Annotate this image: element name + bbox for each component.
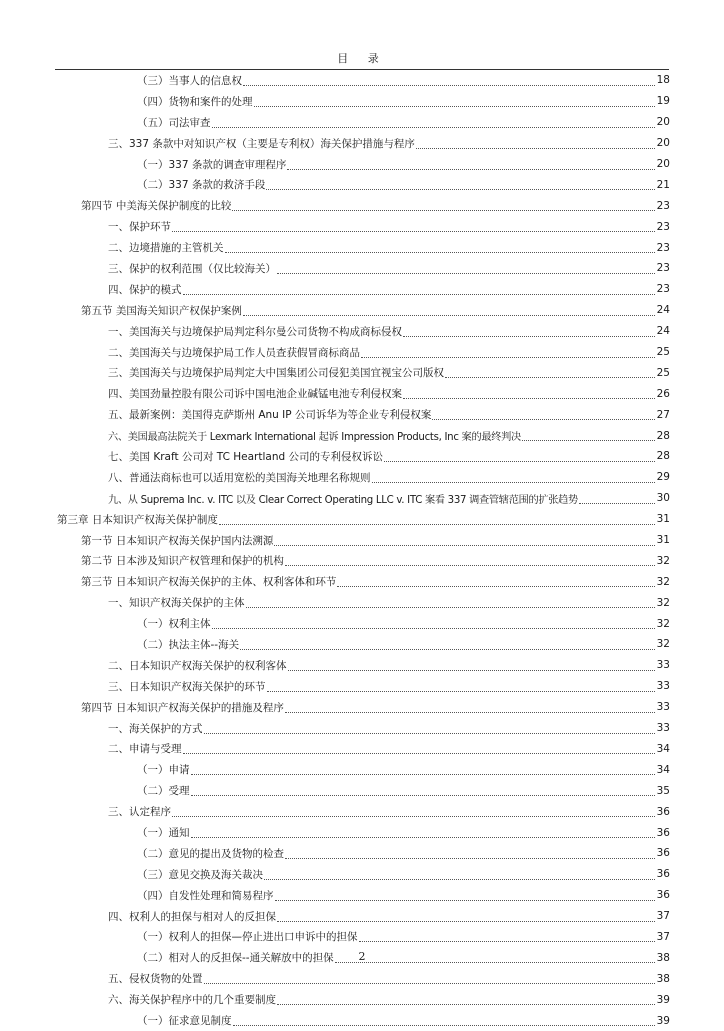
dot-leader (240, 639, 655, 650)
toc-entry[interactable] (0, 425, 670, 446)
toc-entry-page: 38 (656, 972, 670, 985)
dot-leader (264, 869, 655, 880)
toc-entry-title: 一、美国海关与边境保护局判定科尔曼公司货物不构成商标侵权 (108, 325, 402, 338)
toc-entry-title: 第四节 日本知识产权海关保护的措施及程序 (81, 701, 284, 714)
toc-entry[interactable] (0, 154, 670, 175)
toc-entry-page: 20 (656, 116, 670, 129)
toc-entry[interactable] (0, 112, 670, 133)
toc-entry-title: 第二节 日本涉及知识产权管理和保护的机构 (81, 555, 284, 568)
dot-leader (266, 179, 655, 190)
dot-leader (522, 430, 655, 441)
toc-entry-title: （五）司法审查 (137, 116, 211, 129)
toc-entry-title: 四、美国劲量控股有限公司诉中国电池企业碱锰电池专利侵权案 (108, 388, 402, 401)
dot-leader (243, 75, 655, 86)
toc-entry[interactable] (0, 780, 670, 801)
toc-entry-title: 第一节 日本知识产权海关保护国内法溯源 (81, 534, 274, 547)
toc-entry-title: 四、权利人的担保与相对人的反担保 (108, 910, 276, 923)
toc-entry[interactable] (0, 927, 670, 948)
toc-entry-title: 三、认定程序 (108, 806, 171, 819)
toc-entry-title: 二、申请与受理 (108, 743, 182, 756)
toc-entry-page: 36 (656, 847, 670, 860)
toc-entry-title: 一、海关保护的方式 (108, 722, 203, 735)
toc-entry-title: 四、保护的模式 (108, 283, 182, 296)
toc-entry[interactable] (0, 70, 670, 91)
dot-leader (183, 284, 656, 295)
toc-entry[interactable] (0, 383, 670, 404)
toc-entry-page: 32 (656, 638, 670, 651)
dot-leader (267, 681, 656, 692)
dot-leader (204, 723, 656, 734)
table-of-contents (0, 70, 724, 1031)
toc-entry-page: 33 (656, 659, 670, 672)
dot-leader (285, 848, 655, 859)
toc-entry[interactable] (0, 300, 670, 321)
toc-entry-title: 第三章 日本知识产权海关保护制度 (57, 513, 218, 526)
toc-entry-page: 23 (656, 220, 670, 233)
toc-entry[interactable] (0, 509, 670, 530)
dot-leader (579, 493, 655, 504)
dot-leader (212, 117, 656, 128)
dot-leader (288, 660, 656, 671)
toc-entry[interactable] (0, 906, 670, 927)
dot-leader (361, 347, 655, 358)
toc-entry[interactable] (0, 216, 670, 237)
toc-entry-page: 32 (656, 575, 670, 588)
toc-entry-title: 六、海关保护程序中的几个重要制度 (108, 994, 276, 1007)
dot-leader (225, 242, 656, 253)
toc-entry-page: 23 (656, 199, 670, 212)
toc-entry-page: 27 (656, 408, 670, 421)
dot-leader (233, 1015, 656, 1026)
toc-entry-page: 24 (656, 304, 670, 317)
toc-entry[interactable] (0, 91, 670, 112)
toc-entry-page: 31 (656, 534, 670, 547)
dot-leader (232, 200, 655, 211)
toc-entry[interactable] (0, 697, 670, 718)
toc-entry-title: 九、从 Suprema Inc. v. ITC 以及 Clear Correct Operating LLC v. ITC 案看 337 调查管辖范围的扩张趋势 (108, 494, 578, 506)
dot-leader (277, 911, 655, 922)
toc-entry-page: 25 (656, 366, 670, 379)
toc-entry-page: 28 (656, 429, 670, 442)
toc-entry-page: 37 (656, 910, 670, 923)
toc-entry-title: （一）权利主体 (137, 618, 211, 631)
dot-leader (384, 451, 655, 462)
toc-entry-page: 24 (656, 325, 670, 338)
toc-entry-page: 33 (656, 680, 670, 693)
dot-leader (254, 96, 656, 107)
toc-entry[interactable] (0, 718, 670, 739)
toc-entry-title: （三）当事人的信息权 (137, 74, 242, 87)
toc-entry[interactable] (0, 488, 670, 509)
dot-leader (403, 388, 655, 399)
toc-entry-page: 36 (656, 868, 670, 881)
toc-entry-title: （一）337 条款的调查审理程序 (137, 158, 287, 171)
dot-leader (172, 221, 655, 232)
dot-leader (372, 472, 656, 483)
toc-entry-page: 36 (656, 805, 670, 818)
page-number: 2 (358, 950, 366, 963)
toc-entry-title: 三、保护的权利范围（仅比较海关） (108, 262, 276, 275)
toc-entry-page: 21 (656, 178, 670, 191)
toc-entry-title: 第四节 中美海关保护制度的比较 (81, 200, 232, 213)
toc-entry-title: （一）通知 (137, 827, 190, 839)
toc-entry-title: 一、知识产权海关保护的主体 (108, 597, 245, 610)
toc-entry-page: 39 (656, 993, 670, 1006)
toc-entry-page: 18 (656, 74, 670, 87)
toc-entry-page: 25 (656, 346, 670, 359)
toc-entry-title: 第三节 日本知识产权海关保护的主体、权利客体和环节 (81, 576, 337, 589)
toc-entry-page: 19 (656, 95, 670, 108)
toc-entry-page: 20 (656, 137, 670, 150)
toc-entry[interactable] (0, 321, 670, 342)
toc-entry-page: 23 (656, 262, 670, 275)
dot-leader (277, 994, 655, 1005)
toc-entry-title: 二、边境措施的主管机关 (108, 242, 224, 255)
toc-entry[interactable] (0, 655, 670, 676)
toc-entry-title: （二）337 条款的救济手段 (137, 179, 266, 192)
toc-entry-title: 三、美国海关与边境保护局判定大中国集团公司侵犯美国宜视宝公司版权 (108, 367, 444, 380)
dot-leader (183, 743, 656, 754)
toc-entry-page: 32 (656, 596, 670, 609)
toc-entry-page: 29 (656, 471, 670, 484)
dot-leader (337, 576, 655, 587)
toc-entry[interactable] (0, 550, 670, 571)
toc-entry-title: 五、侵权货物的处置 (108, 973, 203, 986)
dot-leader (359, 931, 656, 942)
dot-leader (285, 555, 655, 566)
toc-entry-page: 34 (656, 763, 670, 776)
toc-entry[interactable] (0, 279, 670, 300)
dot-leader (445, 367, 655, 378)
dot-leader (219, 514, 655, 525)
toc-entry-page: 32 (656, 617, 670, 630)
dot-leader (432, 409, 655, 420)
toc-entry[interactable] (0, 174, 670, 195)
toc-entry[interactable] (0, 739, 670, 760)
toc-entry-page: 26 (656, 387, 670, 400)
toc-entry-page: 33 (656, 722, 670, 735)
toc-entry-page: 35 (656, 784, 670, 797)
toc-entry[interactable] (0, 404, 670, 425)
toc-entry-page: 20 (656, 158, 670, 170)
toc-entry-title: （一）权利人的担保—停止进出口申诉中的担保 (137, 931, 358, 944)
toc-entry[interactable] (0, 864, 670, 885)
dot-leader (191, 785, 656, 796)
toc-entry[interactable] (0, 843, 670, 864)
toc-entry-title: （二）受理 (137, 785, 190, 798)
toc-entry[interactable] (0, 613, 670, 634)
toc-entry[interactable] (0, 592, 670, 613)
dot-leader (204, 973, 656, 984)
toc-entry-title: （四）自发性处理和简易程序 (137, 889, 274, 902)
dot-leader (274, 535, 655, 546)
toc-entry[interactable] (0, 530, 670, 551)
toc-entry-page: 34 (656, 742, 670, 755)
toc-entry-page: 38 (656, 951, 670, 964)
toc-entry-title: 七、美国 Kraft 公司对 TC Heartland 公司的专利侵权诉讼 (108, 450, 383, 463)
toc-entry[interactable] (0, 1010, 670, 1031)
toc-entry-page: 32 (656, 554, 670, 567)
dot-leader (287, 159, 655, 170)
toc-entry-title: 一、保护环节 (108, 221, 171, 234)
toc-entry-title: 五、最新案例：美国得克萨斯州 Anu IP 公司诉华为等企业专利侵权案 (108, 409, 432, 422)
toc-entry-title: （一）申请 (137, 764, 190, 777)
toc-entry[interactable] (0, 342, 670, 363)
toc-entry-title: 二、日本知识产权海关保护的权利客体 (108, 659, 287, 672)
toc-entry-page: 37 (656, 930, 670, 943)
toc-entry-page: 36 (656, 826, 670, 839)
dot-leader (275, 890, 656, 901)
toc-entry[interactable] (0, 822, 670, 843)
toc-entry-title: 六、美国最高法院关于 Lexmark International 起诉 Impression Products, Inc 案的最终判决 (108, 432, 521, 444)
toc-entry[interactable] (0, 968, 670, 989)
toc-entry[interactable] (0, 801, 670, 822)
dot-leader (246, 597, 656, 608)
dot-leader (243, 305, 655, 316)
toc-entry-page: 23 (656, 241, 670, 254)
toc-entry[interactable] (0, 446, 670, 467)
toc-entry-title: （二）意见的提出及货物的检查 (137, 847, 284, 860)
dot-leader (172, 806, 655, 817)
toc-entry[interactable] (0, 571, 670, 592)
dot-leader (285, 702, 655, 713)
toc-entry-page: 33 (656, 701, 670, 714)
toc-entry[interactable] (0, 634, 670, 655)
dot-leader (191, 827, 656, 838)
toc-entry-title: （四）货物和案件的处理 (137, 95, 253, 108)
dot-leader (416, 138, 655, 149)
toc-entry-title: 三、日本知识产权海关保护的环节 (108, 680, 266, 693)
toc-entry-title: （二）执法主体--海关 (137, 638, 240, 651)
toc-entry[interactable] (0, 133, 670, 154)
toc-entry[interactable] (0, 885, 670, 906)
toc-entry-title: 三、337 条款中对知识产权（主要是专利权）海关保护措施与程序 (108, 137, 415, 150)
toc-entry[interactable] (0, 362, 670, 383)
toc-entry-page: 31 (656, 513, 670, 526)
dot-leader (277, 263, 655, 274)
toc-entry[interactable] (0, 195, 670, 216)
toc-entry-title: （二）相对人的反担保--通关解放中的担保 (137, 952, 334, 965)
toc-entry[interactable] (0, 237, 670, 258)
toc-entry-page: 30 (656, 492, 670, 505)
toc-entry-title: （一）征求意见制度 (137, 1015, 232, 1028)
toc-entry[interactable] (0, 258, 670, 279)
toc-entry-title: 二、美国海关与边境保护局工作人员查获假冒商标商品 (108, 346, 360, 359)
page-header-title: 目 录 (337, 52, 387, 65)
toc-entry[interactable] (0, 759, 670, 780)
toc-entry-title: （三）意见交换及海关裁决 (137, 868, 263, 881)
toc-entry-page: 39 (656, 1014, 670, 1027)
toc-entry[interactable] (0, 676, 670, 697)
toc-entry-page: 28 (656, 450, 670, 463)
dot-leader (403, 326, 655, 337)
toc-entry[interactable] (0, 989, 670, 1010)
toc-entry-page: 36 (656, 889, 670, 902)
toc-entry-page: 23 (656, 283, 670, 296)
dot-leader (212, 618, 656, 629)
toc-entry-title: 八、普通法商标也可以适用宽松的美国海关地理名称规则 (108, 471, 371, 484)
dot-leader (191, 764, 656, 775)
toc-entry[interactable] (0, 467, 670, 488)
toc-entry-title: 第五节 美国海关知识产权保护案例 (81, 304, 242, 317)
